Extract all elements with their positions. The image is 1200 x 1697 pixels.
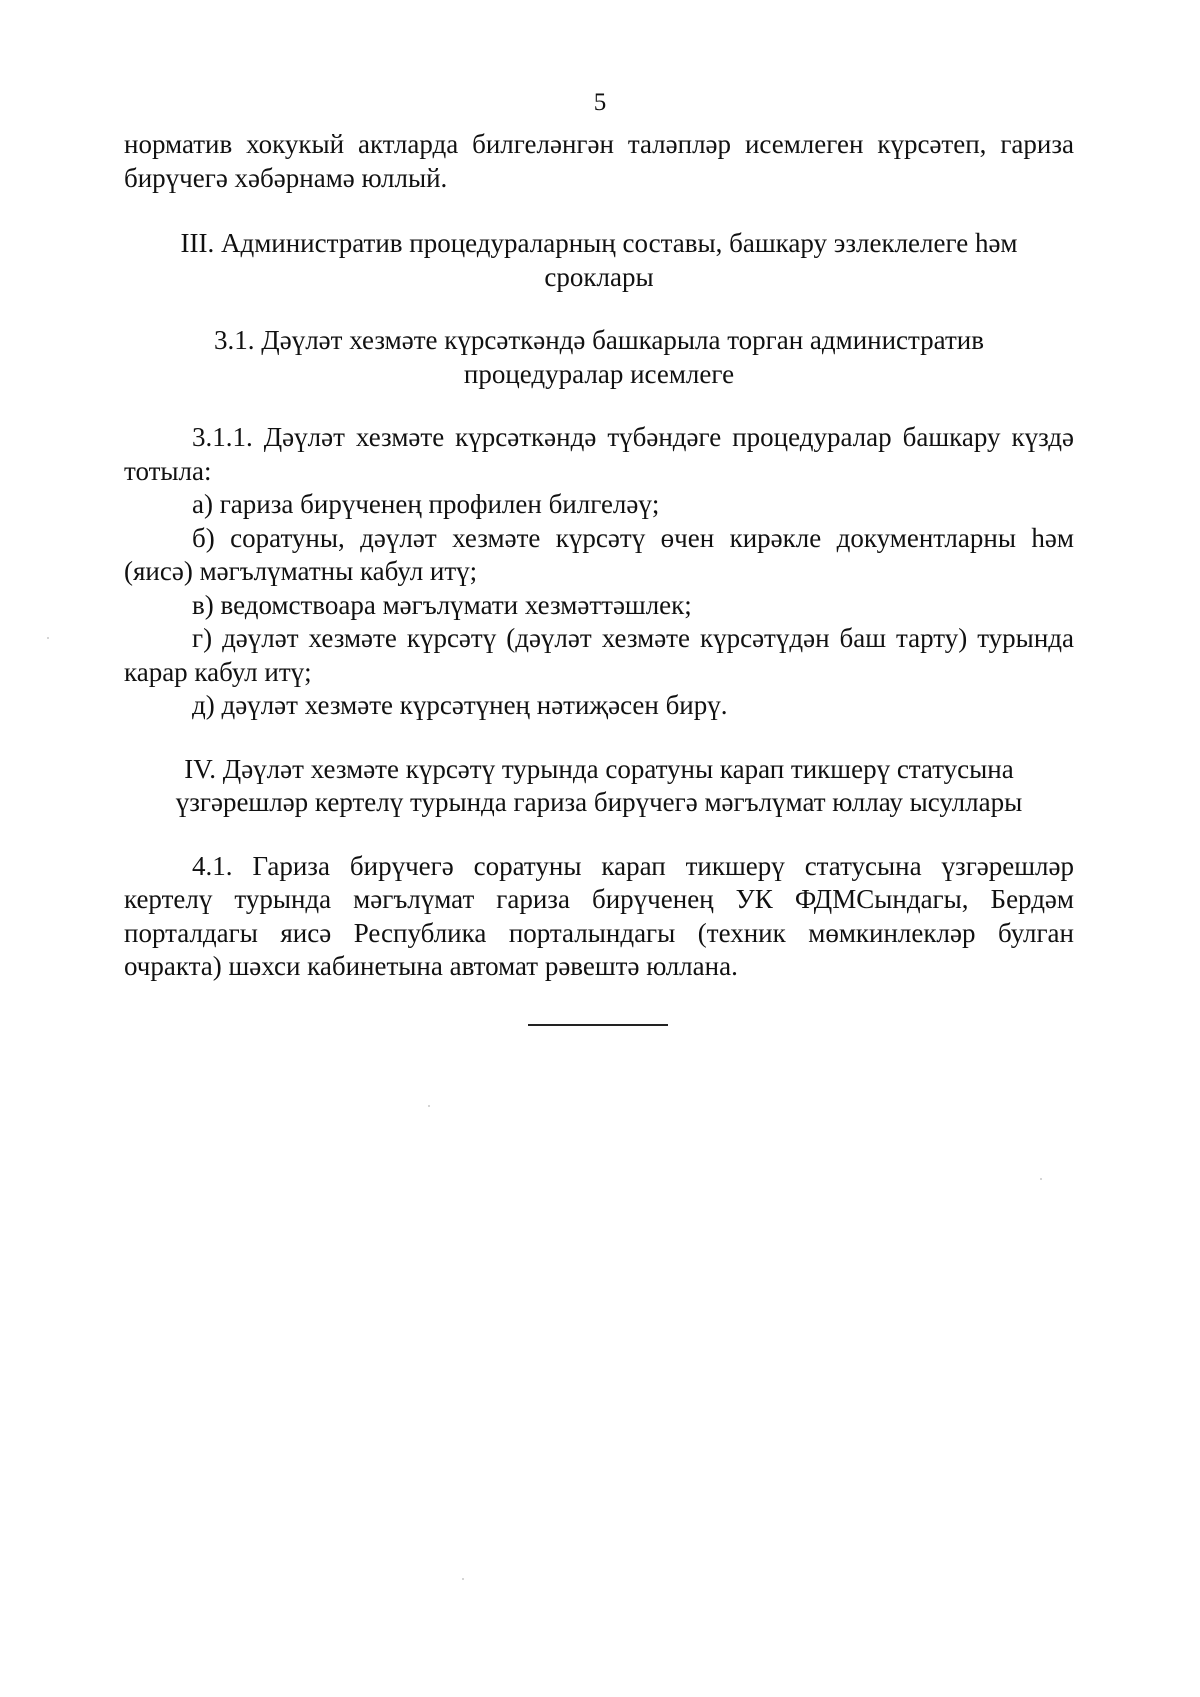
section-4-heading-line-1: IV. Дәүләт хезмәте күрсәтү турында соратуны карап тикшерү статусына (184, 753, 1014, 784)
scan-speck (428, 1105, 430, 1107)
paragraph-4-1: 4.1. Гариза бирүчегә соратуны карап тикшерү статусына үзгәрешләр кертелү турында мәгълүмат гариза бирүченең УК ФДМСындагы, Бердәм порталдагы яисә Республика порталындагы (техник мөмкинлекләр булган очракта) шәхси кабинетына автомат рәвештә юллана. (124, 850, 1074, 981)
continuation-paragraph: норматив хокукый актларда билгеләнгән таләпләр исемлеген күрсәтеп, гариза бирүчегә хәбәрнамә юллый. (124, 129, 1074, 193)
subsection-3-1-heading-line-1: 3.1. Дәүләт хезмәте күрсәткәндә башкарыла торган административ (214, 325, 984, 355)
section-4-heading-line-2: үзгәрешләр кертелү турында гариза бирүчегә мәгълүмат юллау ысуллары (175, 787, 1023, 817)
list-item: д) дәүләт хезмәте күрсәтүнең нәтиҗәсен бирү. (192, 690, 728, 720)
spacer (124, 723, 1074, 753)
section-3-heading (124, 227, 1074, 294)
subsection-3-1-heading-line-2: процедуралар исемлеге (463, 358, 735, 389)
spacer (124, 195, 1074, 227)
list-item: а) гариза бирүченең профилен билгеләү; (192, 489, 660, 519)
scan-speck (1040, 1178, 1042, 1180)
section-3-heading-line-1: III. Административ процедураларның составы, башкару эзлеклелеге һәм (180, 228, 1018, 258)
page-number: 5 (593, 89, 607, 116)
document-body (124, 128, 1074, 984)
spacer (124, 294, 1074, 324)
section-4-heading (124, 753, 1074, 820)
end-of-document-rule (528, 1024, 668, 1026)
spacer (124, 820, 1074, 850)
subsection-3-1-heading (124, 324, 1074, 391)
list-item: г) дәүләт хезмәте күрсәтү (дәүләт хезмәте күрсәтүдән баш тарту) турында карар кабул итү; (124, 623, 1074, 687)
scan-speck (47, 637, 49, 639)
spacer (124, 391, 1074, 421)
scan-speck (462, 1578, 464, 1580)
procedure-list (124, 488, 1074, 723)
list-item: в) ведомствоара мәгълүмати хезмәттәшлек; (192, 589, 692, 620)
section-3-heading-line-2: сроклары (544, 261, 654, 292)
list-item: б) соратуны, дәүләт хезмәте күрсәтү өчен кирәкле документларны һәм (яисә) мәгълүматны кабул итү; (124, 522, 1074, 586)
paragraph-3-1-1: 3.1.1. Дәүләт хезмәте күрсәткәндә түбәндәге процедуралар башкару күздә тотыла: (124, 422, 1074, 486)
